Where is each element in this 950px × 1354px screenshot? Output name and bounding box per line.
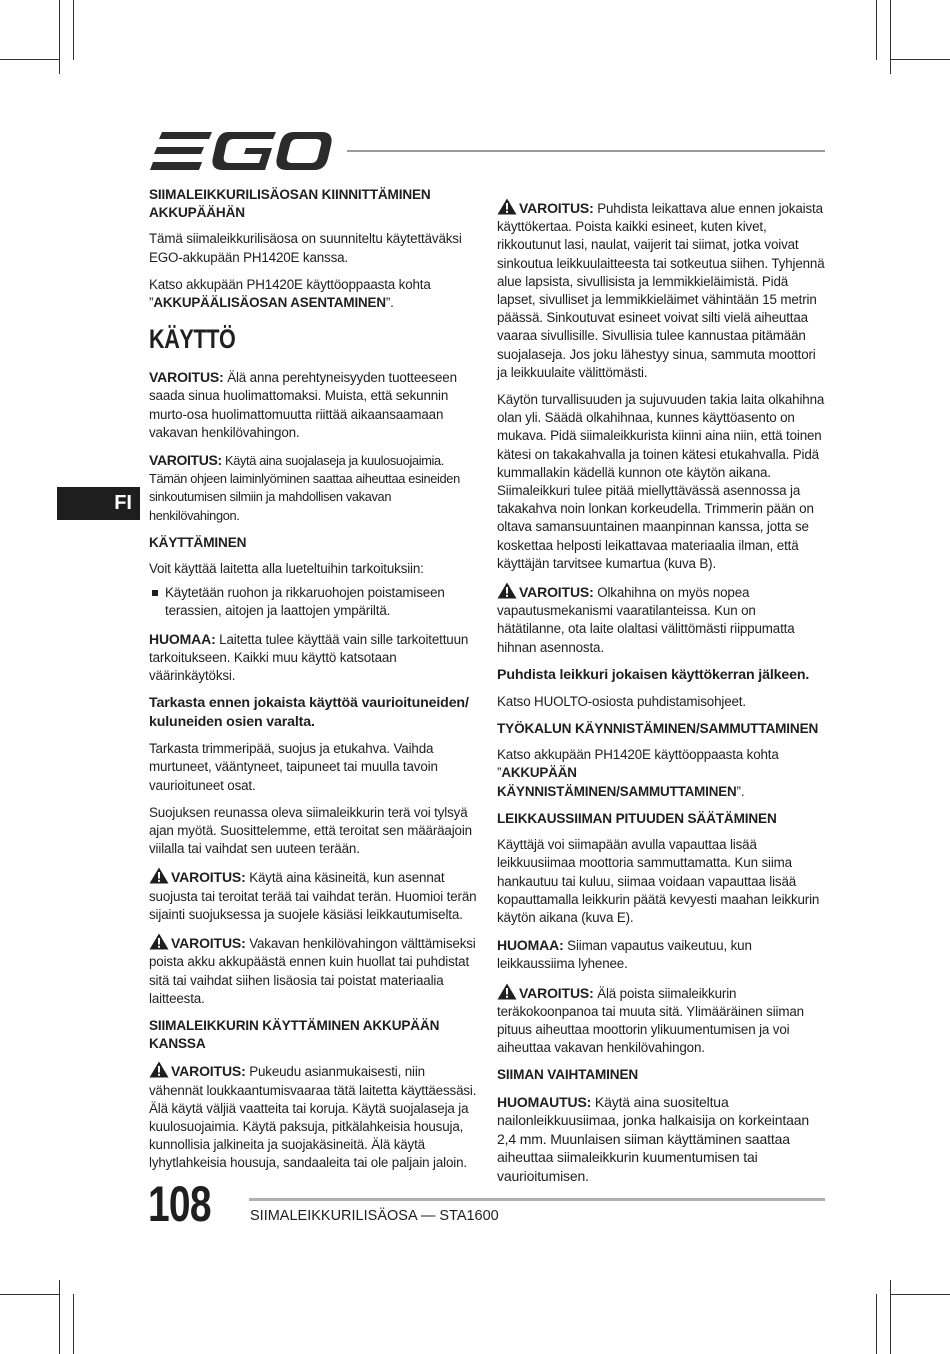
ego-logo xyxy=(150,130,332,172)
warning-keyword: VAROITUS: xyxy=(171,869,246,886)
section-title-kaytto: KÄYTTÖ xyxy=(149,324,236,355)
crop-mark xyxy=(0,59,60,60)
crop-mark xyxy=(890,1280,891,1354)
note-text: Laitetta tulee käyttää vain sille tarkoitettuun tarkoitukseen. Kaikki muu käyttö katsotaan väärinkäytöksi. xyxy=(149,631,469,684)
warning-triangle-icon xyxy=(149,1061,169,1078)
warning-keyword: VAROITUS: xyxy=(171,935,246,952)
page-number: 108 xyxy=(148,1176,211,1232)
warning-text: Pukeudu asianmukaisesti, niin vähennät loukkaantumisvaaraa tätä laitetta käyttäessäsi. Älä käytä väljiä vaatteita tai koruja. Käytä suojalaseja ja kuulosuojaimia. Käytä paksuja, pitkälahkeisia housuja, kunnollisia jalkineita ja suojakäsineitä. Älä käytä lyhytlahkeisia housuja, sandaaleita tai ole paljain jaloin. xyxy=(149,1064,477,1171)
paragraph: Käytön turvallisuuden ja sujuvuuden takia laita olkahihna olan yli. Säädä olkahihnaa, kunnes käyttöasento on mukava. Pidä siimaleikkurista kiinni aina niin, että toinen kätesi on takakahvalla ja toinen kätesi etukahvalla. Pidä kummallakin kädellä kunnon ote käytön aikana. Siimaleikkuri tulee pitää miellyttävässä asennossa ja takakahva noin lonkan korkeudella. Trimmerin pään on oltava samansuuntainen maanpinnan kanssa, jotta se koskettaa helposti leikattavaa materiaalia ilman, että käyttäjän tarvitsee kumartua (kuva B). xyxy=(497,392,825,571)
heading-operate: SIIMALEIKKURIN KÄYTTÄMINEN AKKUPÄÄN KANSSA xyxy=(149,1017,440,1052)
paragraph: Suojuksen reunassa oleva siimaleikkurin terä voi tylsyä ajan myötä. Suosittelemme, että teroitat sen määräajoin viilalla tai vaihdat sen uuteen terään. xyxy=(149,804,472,857)
text: Katso akkupään PH1420E käyttöoppaasta kohta ” xyxy=(497,747,779,781)
heading-kayttaminen: KÄYTTÄMINEN xyxy=(149,534,247,550)
crop-mark xyxy=(73,1294,74,1354)
crop-mark xyxy=(0,1294,60,1295)
note-keyword: HUOMAUTUS: xyxy=(497,1093,592,1110)
crop-mark xyxy=(876,1294,877,1354)
paragraph: Tarkasta trimmeripää, suojus ja etukahva. Vaihda murtuneet, vääntyneet, taipuneet tai muulla tavoin vaurioituneet osat. xyxy=(149,741,438,793)
crop-mark xyxy=(890,1294,950,1295)
crop-mark xyxy=(59,1280,60,1354)
paragraph: Katso HUOLTO-osiosta puhdistamisohjeet. xyxy=(497,693,746,709)
paragraph: Käyttäjä voi siimapään avulla vapauttaa lisää leikkuusiimaa moottoria sammuttamatta. Kun siima hankautuu tai kuluu, siimaa voidaan vapauttaa lisää kopauttamalla leikkurin päätä kevyesti maahan leikkurin käytön aikana (kuva E). xyxy=(497,837,820,925)
warning-paragraph xyxy=(149,1061,479,1172)
language-tab: FI xyxy=(57,487,140,520)
footer-rule xyxy=(249,1198,825,1201)
footer-title: SIIMALEIKKURILISÄOSA — STA1600 xyxy=(250,1208,499,1224)
warning-text: Vakavan henkilövahingon välttämiseksi poista akku akkupäästä ennen kuin huollat tai puhdistat sitä tai vaihdat siihen lisäosia tai poistat materiaalia laitteesta. xyxy=(149,936,476,1006)
bullet-list xyxy=(149,584,479,620)
list-item: Käytetään ruohon ja rikkaruohojen poistamiseen terassien, aitojen ja laattojen ympäriltä. xyxy=(149,584,479,620)
warning-text: Älä poista siimaleikkurin teräkokoonpanoa tai muuta sitä. Ylimääräinen siiman pituus aiheuttaa moottorin ylikuumentumisen ja voi aiheuttaa vakavan henkilövahingon. xyxy=(497,985,804,1056)
crop-mark xyxy=(73,0,74,60)
note-paragraph xyxy=(149,630,479,686)
note-paragraph xyxy=(497,936,825,973)
warning-triangle-icon xyxy=(497,582,517,599)
warning-text: Käytä aina suojalaseja ja kuulosuojaimia. Tämän ohjeen laiminlyöminen saattaa aiheuttaa esineiden sinkoutumisen silmiin ja mahdollisen vakavan henkilövahingon. xyxy=(149,453,460,523)
warning-text: Käytä aina käsineitä, kun asennat suojusta tai teroitat terää tai vaihdat terän. Huomioi terän sijainti suojuksessa ja suojele käsiäsi leikkautumiselta. xyxy=(149,870,477,922)
warning-triangle-icon xyxy=(149,933,169,950)
note-text: Siiman vapautus vaikeutuu, kun leikkaussiima lyhenee. xyxy=(497,938,752,972)
warning-keyword: VAROITUS: xyxy=(519,200,594,216)
text: Katso akkupään PH1420E käyttöoppaasta kohta ” xyxy=(149,276,431,311)
note-text: Käytä aina suositeltua nailonleikkuusiimaa, jonka halkaisija on korkeintaan 2,4 mm. Muunlaisen siiman käyttäminen saattaa aiheuttaa siimaleikkurin kuumentumisen tai vaurioitumisen. xyxy=(497,1093,810,1184)
warning-triangle-icon xyxy=(149,867,169,884)
warning-triangle-icon xyxy=(497,983,517,1000)
paragraph xyxy=(149,276,479,312)
heading-startstop: TYÖKALUN KÄYNNISTÄMINEN/SAMMUTTAMINEN xyxy=(497,721,819,737)
heading-inspect: Tarkasta ennen jokaista käyttöä vaurioituneiden/ kuluneiden osien varalta. xyxy=(149,695,469,731)
warning-paragraph xyxy=(497,582,825,657)
warning-triangle-icon xyxy=(497,198,517,215)
warning-paragraph xyxy=(149,368,479,442)
warning-paragraph xyxy=(497,198,825,382)
warning-text: Älä anna perehtyneisyyden tuotteeseen saada sinua huolimattomaksi. Muista, että sekunnin murto-osa huolimattomuutta riittää aikaansaamaan vakavan henkilövahingon. xyxy=(149,370,457,440)
crop-mark xyxy=(876,0,877,60)
right-column xyxy=(497,198,825,1195)
warning-keyword: VAROITUS: xyxy=(149,369,224,386)
warning-keyword: VAROITUS: xyxy=(171,1063,246,1080)
text-bold: AKKUPÄÄLISÄOSAN ASENTAMINEN xyxy=(153,295,386,311)
paragraph: Voit käyttää laitetta alla lueteltuihin tarkoituksiin: xyxy=(149,561,424,577)
note-keyword: HUOMAA: xyxy=(497,937,564,954)
warning-keyword: VAROITUS: xyxy=(149,452,222,469)
heading-clean: Puhdista leikkuri jokaisen käyttökerran jälkeen. xyxy=(497,666,810,683)
text-bold: AKKUPÄÄN KÄYNNISTÄMINEN/SAMMUTTAMINEN xyxy=(497,765,737,799)
warning-keyword: VAROITUS: xyxy=(519,984,594,1001)
heading-attach: SIIMALEIKKURILISÄOSAN KIINNITTÄMINEN AKKUPÄÄHÄN xyxy=(149,187,431,221)
warning-paragraph xyxy=(149,933,479,1008)
paragraph xyxy=(497,746,825,801)
header-rule xyxy=(347,150,825,152)
text: ”. xyxy=(736,783,745,799)
crop-mark xyxy=(890,59,950,60)
text: ”. xyxy=(385,295,394,311)
warning-keyword: VAROITUS: xyxy=(519,584,594,601)
paragraph: Tämä siimaleikkurilisäosa on suunniteltu käytettäväksi EGO-akkupään PH1420E kanssa. xyxy=(149,231,462,265)
warning-paragraph xyxy=(149,451,479,525)
heading-replace-line: SIIMAN VAIHTAMINEN xyxy=(497,1067,639,1083)
warning-paragraph xyxy=(497,983,825,1058)
heading-line-length: LEIKKAUSSIIMAN PITUUDEN SÄÄTÄMINEN xyxy=(497,810,777,826)
warning-paragraph xyxy=(149,867,479,924)
left-column xyxy=(149,186,479,1182)
note-paragraph xyxy=(497,1093,825,1186)
note-keyword: HUOMAA: xyxy=(149,630,216,647)
warning-text: Puhdista leikattava alue ennen jokaista käyttökertaa. Poista kaikki esineet, kuten kivet, rikkoutunut lasi, naulat, vaijerit tai siimat, jotka voivat sinkoutua leikkuulaitteesta tai sotkeutua siihen. Tyhjennä alue lapsista, sivullisista ja lemmikkieläimistä. Pidä lapset, sivulliset ja lemmikkieläimet vähintään 15 metrin päässä. Sinkoutuvat esineet voivat silti vielä aiheuttaa vaaraa sivullisille. Sivullisia tulee kannustaa pitämään suojalaseja. Jos joku lähestyy sinua, sammuta moottori ja leikkuulaite välittömästi. xyxy=(497,201,825,380)
crop-mark xyxy=(59,0,60,74)
crop-mark xyxy=(890,0,891,74)
warning-text: Olkahihna on myös nopea vapautusmekanismi vaaratilanteissa. Kun on hätätilanne, ota laite olaltasi välittömästi riippumatta hihnan asennosta. xyxy=(497,585,795,655)
